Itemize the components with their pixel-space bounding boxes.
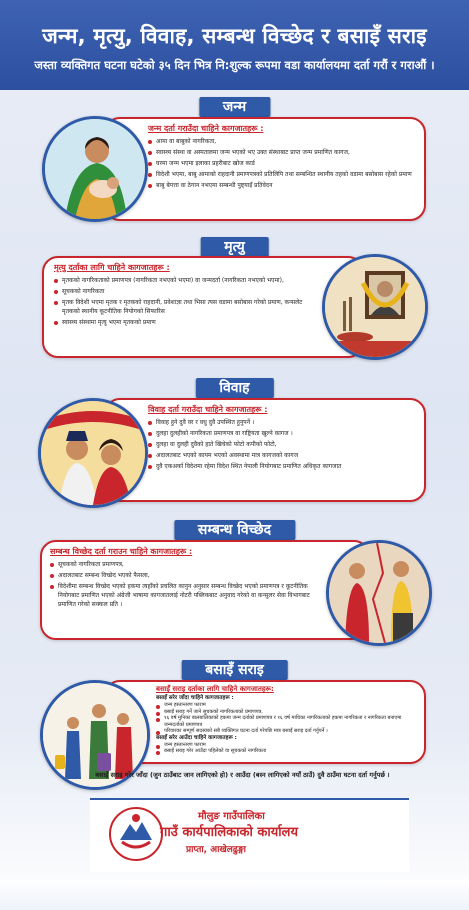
separated-couple-illustration — [326, 540, 432, 646]
list-item: बाबु बेपत्ता वा ठेगान नभएमा सम्बन्धी पुष्ट्याइँ प्रतिवेदन — [148, 181, 414, 190]
section-title-marriage: विवाह — [195, 378, 273, 398]
list-item: विदेशी भएमा, बाबु आमाको राहदानी प्रमाणपत्रको प्रतिलिपि तथा सम्बन्धित स्थानीय तहको वडामा बसोबास रहेको प्रमाण — [148, 170, 414, 179]
list-item: दुलहा दुलहीको नागरिकता प्रमाणपत्र वा राष्ट्रियता खुल्ने कागज । — [148, 429, 414, 438]
migration-sub-arriving: बसाइँ सरेर आउँदा चाहिने कागजातहरू : — [156, 734, 237, 741]
office-name: गाउँ कार्यपालिकाको कार्यालय — [160, 825, 298, 840]
list-item: परिवारका सम्पूर्ण सदस्यको सबै व्यक्तिगत घटना दर्ता गरेपछि मात्र बसाइँ सराइ दर्ता गर्नुपर्ने । — [156, 728, 416, 735]
migration-card — [104, 680, 426, 764]
list-item: स्वास्थ्य संस्था वा अस्पतालमा जन्म भएको भए उक्त संस्थाबाट प्राप्त जन्म प्रमाणित कागज, — [148, 148, 414, 157]
page-title: जन्म, मृत्यु, विवाह, सम्बन्ध विच्छेद र बसाइँ सराइ — [42, 24, 427, 48]
list-item: जन्म हस्तान्तरण फाराम — [156, 742, 416, 749]
list-item: दुलहा वा दुलही दुवैको हाते खिचेको फोटो कपीको फोटो, — [148, 440, 414, 449]
office-footer — [90, 798, 409, 872]
footer-note: बसाइँ सराइ गरेर जाँदा (जुन ठाउँबाट जान लागिएको हो) र आउँदा (बस्न लागिएको नयाँ ठाउँ) दुवै ठाउँमा घटना दर्ता गर्नुपर्छ । — [95, 771, 390, 779]
list-item: आमा वा बाबुको नागरिकता, — [148, 137, 414, 146]
migration-sub-leaving: बसाइँ सरेर जाँदा चाहिने कागजातहरू : — [156, 695, 234, 701]
list-item: विवाह हुने दुवै वर र वधु दुवै उपस्थित हुनुपर्ने । — [148, 418, 414, 427]
death-heading: मृत्यु दर्ताका लागि चाहिने कागजातहरू : — [54, 263, 170, 272]
migration-list-arriving — [156, 742, 416, 755]
municipality-name: मौलुङ गाउँपालिका — [198, 811, 265, 822]
bottom-band — [0, 880, 469, 910]
migration-list-leaving — [156, 702, 416, 735]
list-item: अदालतबाट भएको कायम भएको अवस्थामा मात्र कागजको कागज — [148, 451, 414, 460]
list-item: बसाइँ सराइ गर्ने जाने सूचकको नागरिकताको प्रमाणपत्र, — [156, 709, 416, 716]
list-item: मृतक विदेशी भएमा मृतक र मृतकको राहदानी, प्रवेशाज्ञा तथा भिसा त्यस वडामा बसोबास गरेको प्रमाण, कन्सलेट मृतकको स्थानीय कूटनीतिक नियोगको सिफारिस — [54, 298, 318, 316]
list-item: बसाइँ सराइ गरेर आउँदा पहिलेको वा सूचकको नागरिकता — [156, 748, 416, 755]
mother-child-illustration — [42, 116, 148, 222]
list-item: स्वास्थ्य संस्थामा मृत्यु भएमा मृतकको प्रमाण — [54, 318, 318, 327]
wedding-couple-illustration — [38, 398, 148, 508]
list-item: १६ वर्ष मुनिका बालबालिकाको हकमा जन्म दर्ताको प्रमाणपत्र र १६ वर्ष माथिका नागरिकताको हकमा नागरिकता र नागरिकता बनाएमा जन्मदर्ताको प्रमाणपत्र — [156, 715, 416, 728]
nepal-emblem-icon — [108, 806, 164, 862]
divorce-card — [40, 540, 370, 640]
death-list — [54, 276, 318, 327]
list-item: अदालतबाट सम्बन्ध विच्छेद भएको फैसला, — [50, 571, 320, 580]
section-title-birth: जन्म — [199, 97, 270, 117]
page-subtitle: जस्ता व्यक्तिगत घटना घटेको ३५ दिन भित्र नि:शुल्क रूपमा वडा कार्यालयमा दर्ता गरौं र गराऔं । — [34, 58, 435, 72]
marriage-list — [148, 418, 414, 471]
section-title-death: मृत्यु — [200, 237, 269, 257]
list-item: सूचकको नागरिकता प्रमाणपत्र, — [50, 560, 320, 569]
office-address: प्राप्ता, आखेलढुङ्गा — [186, 845, 246, 855]
memorial-portrait-illustration — [322, 254, 428, 360]
section-title-migration: बसाइँ सराइ — [181, 660, 288, 680]
birth-heading: जन्म दर्ता गराउँदा चाहिने कागजातहरू : — [148, 124, 264, 133]
list-item: मृतकको नागरिकताको प्रमाणपत्र (नागरिकता नभएको भएमा) वा जन्मदर्ता (नागरिकता नभएको भएमा), — [54, 276, 318, 285]
divorce-list — [50, 560, 320, 609]
marriage-heading: विवाह दर्ता गराउँदा चाहिने कागजातहरू : — [148, 405, 268, 414]
list-item: विदेशीमा सम्बन्ध विच्छेद भएको हकमा त्यहाँको प्रचलित कानुन अनुसार सम्बन्ध विच्छेद भएको प्रमाणपत्र र कूटनीतिक नियोगबाट प्रमाणित भएको अंग्रेजी भाषामा कागजातलाई नोटरी पब्लिकबाट अनुवाद गरेको वा कन्सुलर सेवा विभागबाट प्रमाणित गरेको सक्कल प्रति । — [50, 582, 320, 609]
header-banner — [0, 0, 469, 90]
list-item: घरमा जन्म भएमा इलाका प्रहरीबाट खोज कार्ड — [148, 159, 414, 168]
birth-list — [148, 137, 414, 190]
section-title-divorce: सम्बन्ध विच्छेद — [174, 520, 295, 540]
divorce-heading: सम्बन्ध विच्छेद दर्ता गराउन चाहिने कागजातहरू : — [50, 547, 193, 556]
list-item: सूचकको नागरिकता — [54, 287, 318, 296]
marriage-card — [104, 398, 426, 502]
list-item: दुवै एकअर्का विदेशमा रहेमा विदेश स्थित नेपाली नियोगबाट प्रमाणित अधिकृत कागजात — [148, 462, 414, 471]
list-item: जन्म हस्तान्तरण फाराम — [156, 702, 416, 709]
migration-heading: बसाइँ सराइ दर्ताका लागि चाहिने कागजातहरू: — [156, 685, 274, 693]
death-card — [42, 256, 364, 358]
birth-card — [104, 117, 426, 221]
